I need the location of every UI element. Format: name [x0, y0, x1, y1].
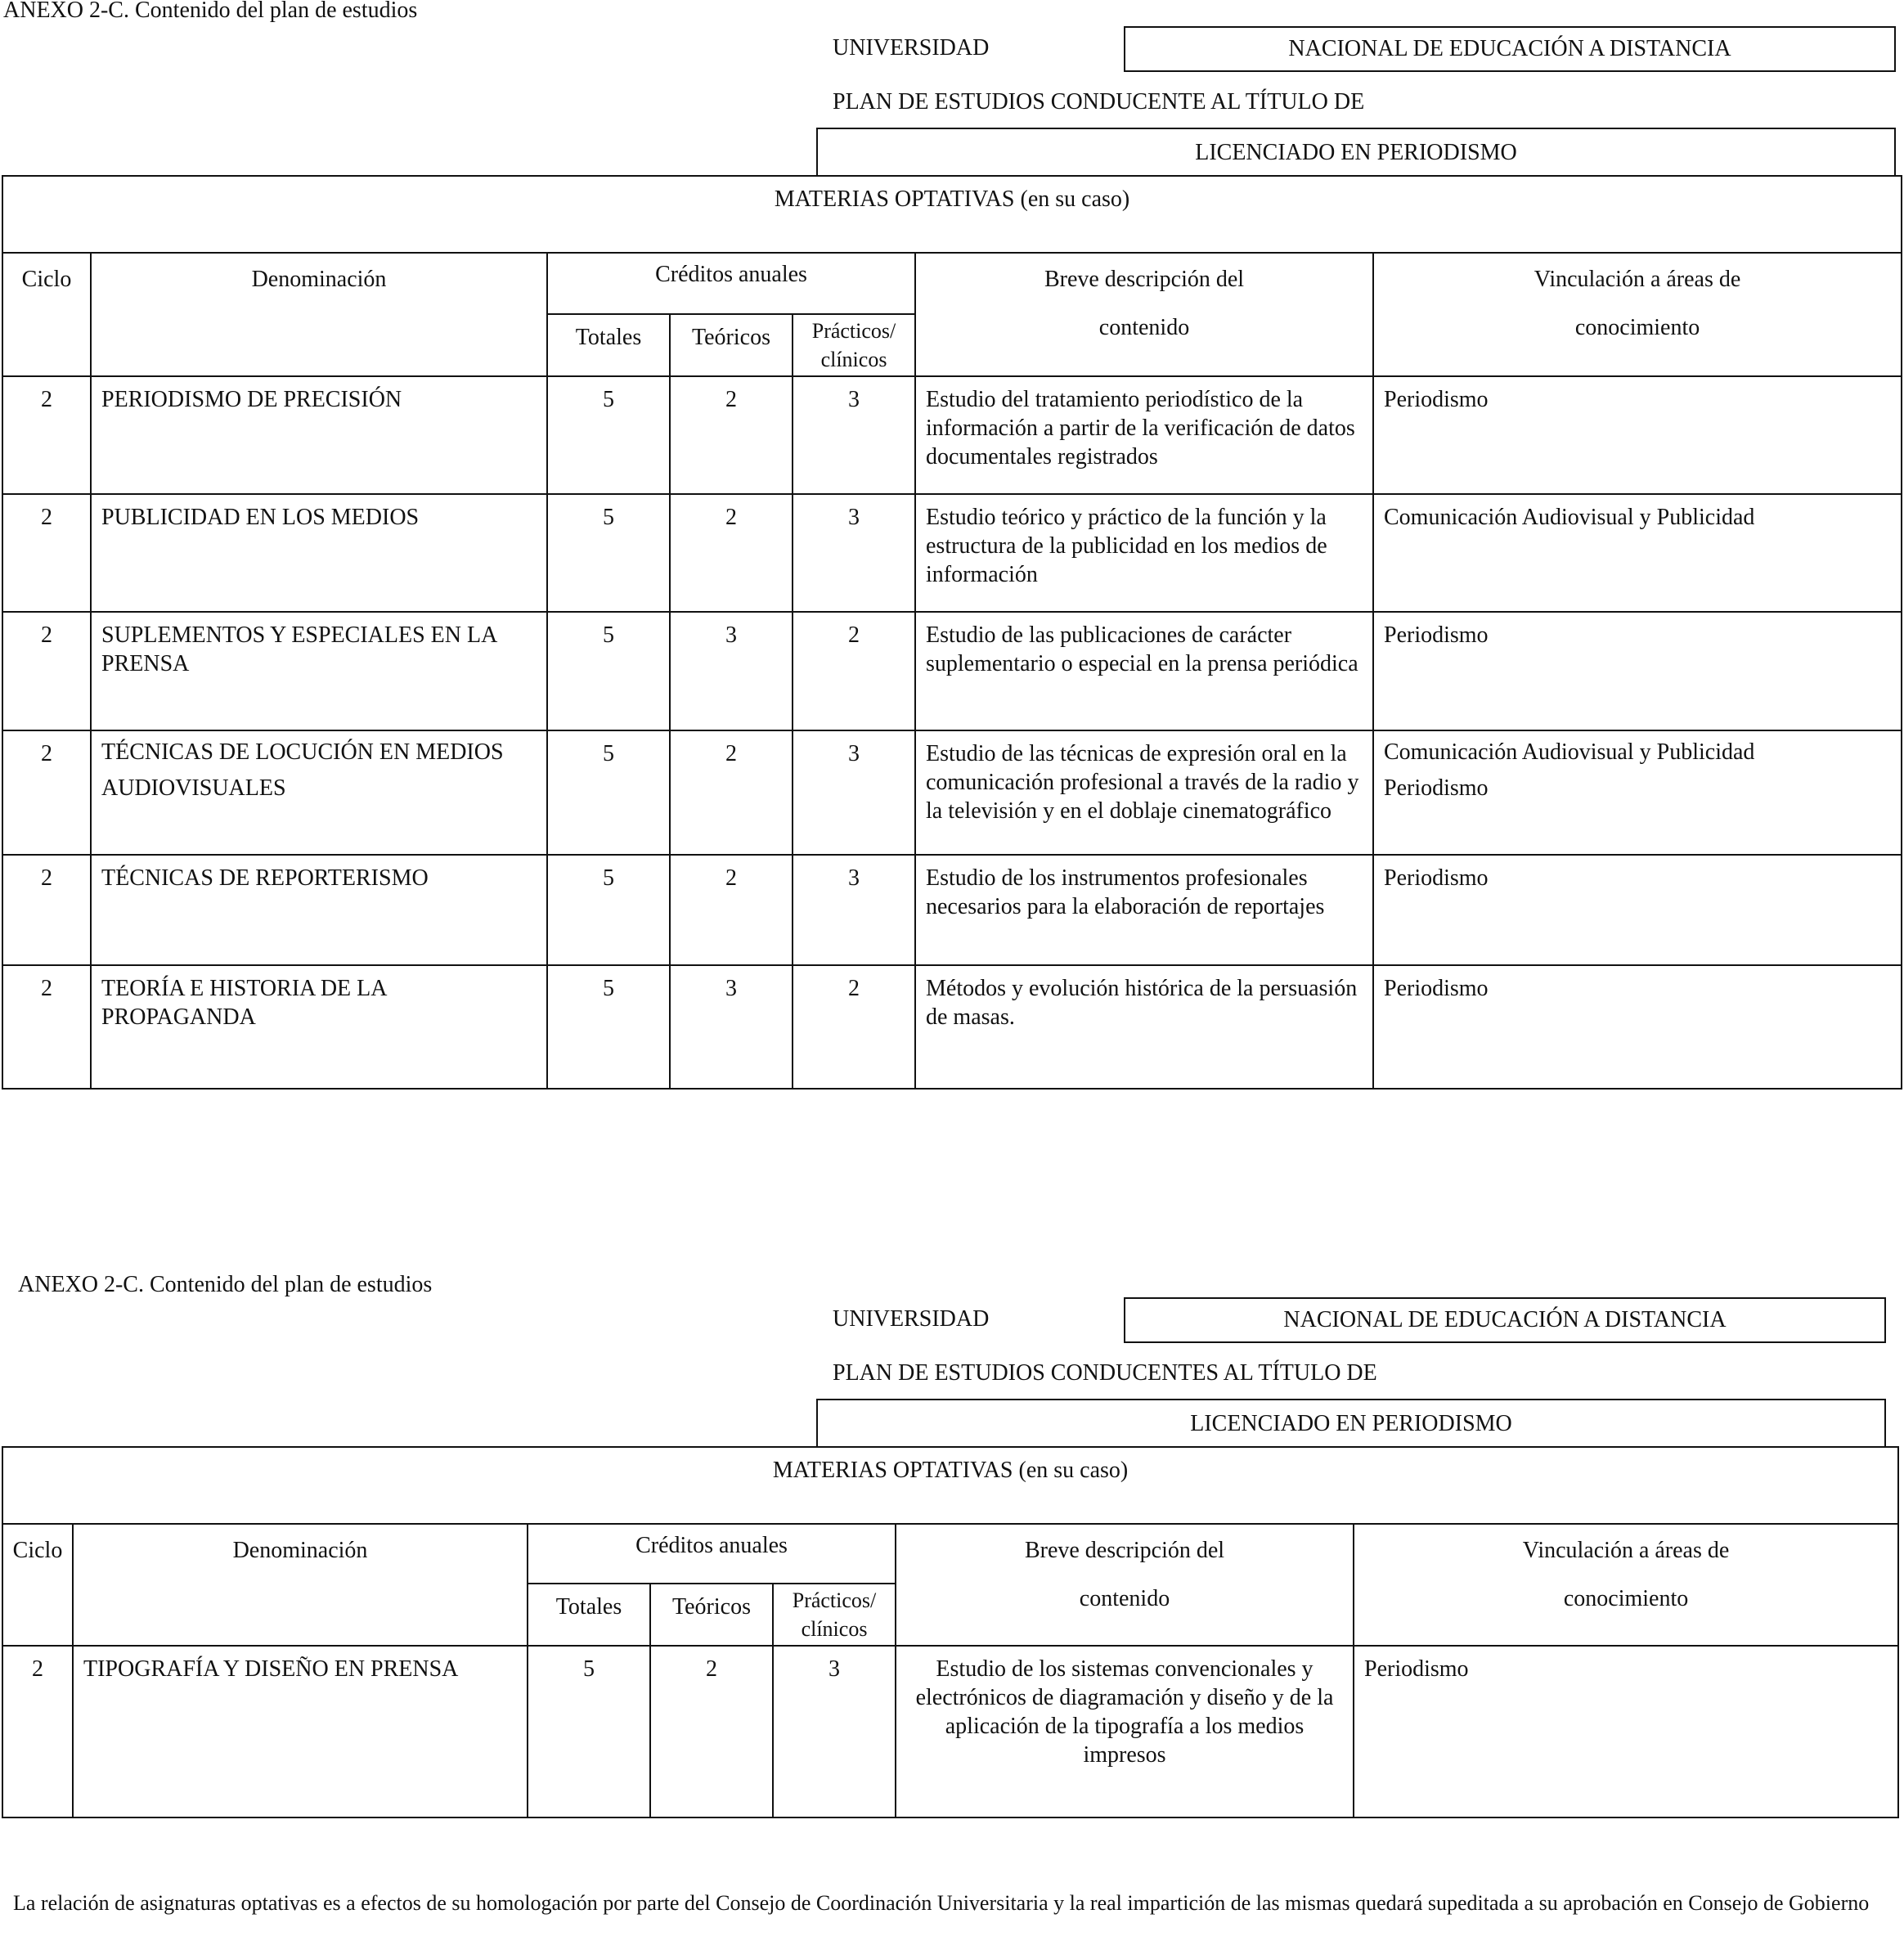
header-creditos: Créditos anuales: [528, 1524, 896, 1584]
header-practicos: Prácticos/ clínicos: [793, 314, 915, 376]
cell-descripcion: Estudio del tratamiento periodístico de la información a partir de la verificación de datos documentales registrados: [915, 376, 1373, 494]
table-title-row: [2, 176, 1902, 253]
header-descripcion: [915, 253, 1373, 376]
cell-practicos: 2: [793, 965, 915, 1089]
cell-nombre: TÉCNICAS DE LOCUCIÓN EN MEDIOS AUDIOVISUALES: [91, 730, 547, 855]
table-row: [2, 855, 1902, 965]
header-teoricos: Teóricos: [650, 1584, 773, 1646]
university-label: UNIVERSIDAD: [833, 35, 990, 61]
university-name: NACIONAL DE EDUCACIÓN A DISTANCIA: [1283, 1307, 1727, 1332]
header-vinculacion-line2: conocimiento: [1574, 315, 1700, 340]
cell-descripcion: Estudio de las técnicas de expresión oral en la comunicación profesional a través de la radio y la televisión y en el doblaje cinematográfico: [915, 730, 1373, 855]
annex-heading: ANEXO 2-C. Contenido del plan de estudios: [3, 0, 418, 23]
header-practicos: Prácticos/ clínicos: [773, 1584, 896, 1646]
header-totales: Totales: [528, 1584, 650, 1646]
header-denominacion: Denominación: [91, 253, 547, 376]
table-title-row: [2, 1447, 1898, 1524]
header-totales: Totales: [547, 314, 670, 376]
university-name-box: [1124, 26, 1896, 72]
header-descripcion: [896, 1524, 1354, 1646]
area-item: Comunicación Audiovisual y Publicidad: [1384, 505, 1755, 530]
footer-note: La relación de asignaturas optativas es a efectos de su homologación por parte del Consejo de Coordinación Universitaria y la real impartición de las mismas quedará supeditada a su aprobación en Consejo de Gobierno: [13, 1891, 1870, 1915]
degree-box: [816, 128, 1896, 177]
header-teoricos: Teóricos: [670, 314, 793, 376]
cell-ciclo: 2: [2, 855, 91, 965]
cell-teoricos: 3: [670, 965, 793, 1089]
cell-areas: [1373, 376, 1902, 494]
header-vinculacion-line1: Vinculación a áreas de: [1522, 1538, 1730, 1563]
plan-label: PLAN DE ESTUDIOS CONDUCENTES AL TÍTULO DE: [833, 1360, 1377, 1386]
cell-areas: [1354, 1646, 1898, 1817]
table-row: [2, 1646, 1898, 1817]
cell-areas: [1373, 855, 1902, 965]
optional-subjects-table: [2, 175, 1902, 1090]
cell-descripcion: Estudio de las publicaciones de carácter suplementario o especial en la prensa periódica: [915, 612, 1373, 730]
cell-descripcion: Métodos y evolución histórica de la persuasión de masas.: [915, 965, 1373, 1089]
table-row: [2, 376, 1902, 494]
cell-descripcion: Estudio teórico y práctico de la función y la estructura de la publicidad en los medios de información: [915, 494, 1373, 612]
cell-practicos: 2: [793, 612, 915, 730]
cell-areas: [1373, 612, 1902, 730]
cell-areas: [1373, 730, 1902, 855]
cell-teoricos: 2: [670, 376, 793, 494]
optional-subjects-table: [2, 1446, 1899, 1818]
table-title: MATERIAS OPTATIVAS (en su caso): [2, 1447, 1898, 1524]
cell-practicos: 3: [793, 730, 915, 855]
header-vinculacion-line2: conocimiento: [1563, 1586, 1689, 1611]
cell-teoricos: 2: [670, 494, 793, 612]
degree-name: LICENCIADO EN PERIODISMO: [1195, 140, 1517, 165]
cell-nombre: SUPLEMENTOS Y ESPECIALES EN LA PRENSA: [91, 612, 547, 730]
header-descripcion-line1: Breve descripción del: [1024, 1538, 1225, 1563]
cell-totales: 5: [547, 730, 670, 855]
cell-teoricos: 2: [670, 855, 793, 965]
cell-areas: [1373, 494, 1902, 612]
cell-nombre: PUBLICIDAD EN LOS MEDIOS: [91, 494, 547, 612]
cell-ciclo: 2: [2, 1646, 73, 1817]
cell-totales: 5: [547, 965, 670, 1089]
header-creditos: Créditos anuales: [547, 253, 915, 314]
cell-ciclo: 2: [2, 730, 91, 855]
header-descripcion-line2: contenido: [1098, 315, 1190, 340]
cell-ciclo: 2: [2, 376, 91, 494]
area-item: Periodismo: [1384, 865, 1489, 891]
area-item: Periodismo: [1384, 775, 1489, 801]
cell-totales: 5: [547, 494, 670, 612]
annex-heading: ANEXO 2-C. Contenido del plan de estudios: [18, 1272, 433, 1297]
cell-practicos: 3: [793, 855, 915, 965]
cell-teoricos: 2: [650, 1646, 773, 1817]
header-descripcion-line2: contenido: [1079, 1586, 1170, 1611]
cell-practicos: 3: [793, 376, 915, 494]
cell-totales: 5: [547, 376, 670, 494]
area-item: Periodismo: [1384, 622, 1489, 648]
header-row: [2, 253, 1902, 314]
header-denominacion: Denominación: [73, 1524, 528, 1646]
university-name: NACIONAL DE EDUCACIÓN A DISTANCIA: [1288, 36, 1731, 61]
cell-totales: 5: [547, 855, 670, 965]
table-row: [2, 730, 1902, 855]
table-row: [2, 965, 1902, 1089]
table-row: [2, 494, 1902, 612]
cell-areas: [1373, 965, 1902, 1089]
university-label: UNIVERSIDAD: [833, 1306, 990, 1332]
cell-ciclo: 2: [2, 494, 91, 612]
area-item: Periodismo: [1364, 1656, 1469, 1682]
area-item: Periodismo: [1384, 387, 1489, 412]
cell-descripcion: Estudio de los sistemas convencionales y electrónicos de diagramación y diseño y de la aplicación de la tipografía a los medios impresos: [896, 1646, 1354, 1817]
cell-totales: 5: [528, 1646, 650, 1817]
plan-label: PLAN DE ESTUDIOS CONDUCENTE AL TÍTULO DE: [833, 89, 1365, 115]
header-vinculacion-line1: Vinculación a áreas de: [1534, 267, 1741, 292]
cell-totales: 5: [547, 612, 670, 730]
header-descripcion-line1: Breve descripción del: [1044, 267, 1245, 292]
cell-teoricos: 3: [670, 612, 793, 730]
cell-descripcion: Estudio de los instrumentos profesionales necesarios para la elaboración de reportajes: [915, 855, 1373, 965]
header-ciclo: Ciclo: [2, 1524, 73, 1646]
cell-nombre: PERIODISMO DE PRECISIÓN: [91, 376, 547, 494]
cell-practicos: 3: [773, 1646, 896, 1817]
cell-nombre: TEORÍA E HISTORIA DE LA PROPAGANDA: [91, 965, 547, 1089]
cell-nombre: TÉCNICAS DE REPORTERISMO: [91, 855, 547, 965]
university-name-box: [1124, 1297, 1886, 1343]
header-row: [2, 1524, 1898, 1584]
table-title: MATERIAS OPTATIVAS (en su caso): [2, 176, 1902, 253]
degree-box: [816, 1399, 1886, 1448]
header-vinculacion: [1373, 253, 1902, 376]
cell-nombre: TIPOGRAFÍA Y DISEÑO EN PRENSA: [73, 1646, 528, 1817]
header-ciclo: Ciclo: [2, 253, 91, 376]
degree-name: LICENCIADO EN PERIODISMO: [1190, 1411, 1512, 1436]
header-vinculacion: [1354, 1524, 1898, 1646]
cell-ciclo: 2: [2, 965, 91, 1089]
area-item: Comunicación Audiovisual y Publicidad: [1384, 739, 1755, 765]
cell-ciclo: 2: [2, 612, 91, 730]
cell-teoricos: 2: [670, 730, 793, 855]
area-item: Periodismo: [1384, 976, 1489, 1001]
cell-practicos: 3: [793, 494, 915, 612]
table-row: [2, 612, 1902, 730]
